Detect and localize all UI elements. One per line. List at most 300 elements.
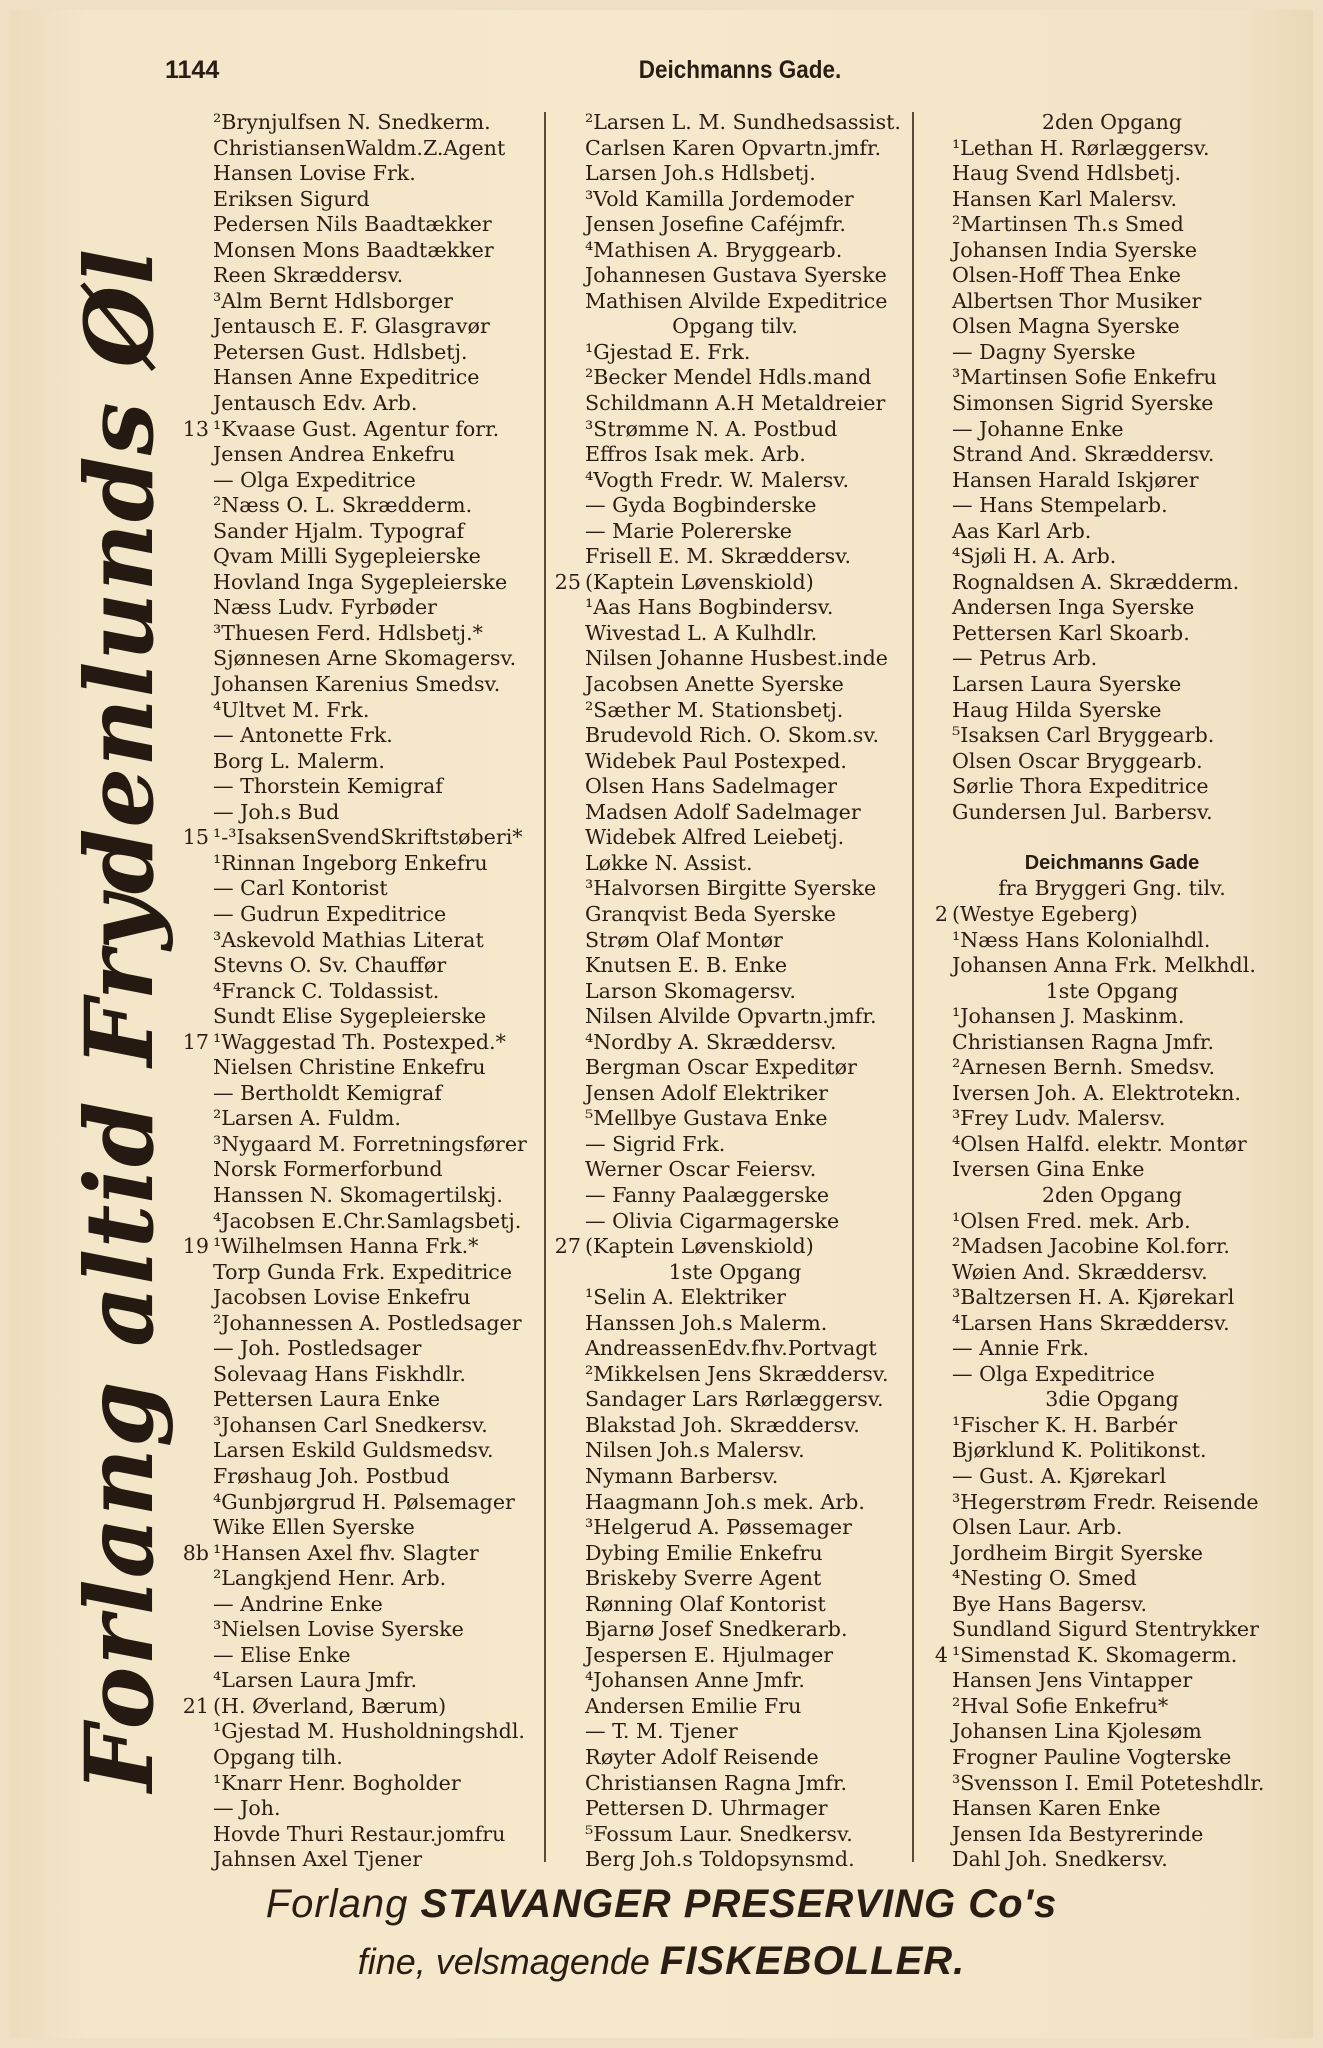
- entry-text: ⁴Larsen Hans Skræddersv.: [952, 1310, 1230, 1335]
- directory-entry: [183, 187, 548, 213]
- entry-text: ¹Lethan H. Rørlæggersv.: [952, 135, 1210, 160]
- directory-entry: [183, 493, 548, 519]
- entry-text: 1ste Opgang: [668, 1259, 802, 1284]
- entry-text: ¹Næss Hans Kolonialhdl.: [952, 927, 1211, 952]
- entry-text: Frøshaug Joh. Postbud: [213, 1463, 450, 1488]
- entry-text: ²Mikkelsen Jens Skræddersv.: [585, 1361, 889, 1386]
- entry-text: Solevaag Hans Fiskhdlr.: [213, 1361, 466, 1386]
- entry-text: ²Langkjend Henr. Arb.: [213, 1566, 447, 1591]
- directory-entry: [183, 570, 548, 596]
- directory-entry: [555, 238, 915, 264]
- entry-text: ³Frey Ludv. Malersv.: [952, 1106, 1166, 1131]
- entry-text: Røyter Adolf Reisende: [585, 1745, 819, 1769]
- page-number: 1144: [165, 56, 220, 84]
- directory-entry: [555, 493, 915, 519]
- directory-entry: [183, 1464, 548, 1490]
- directory-entry: [555, 621, 915, 647]
- entry-text: ²Sæther M. Stationsbetj.: [585, 697, 844, 722]
- entry-text: — Joh. Postledsager: [213, 1336, 422, 1361]
- directory-entry: [555, 1617, 915, 1643]
- entry-text: Olsen Magna Syerske: [952, 314, 1180, 339]
- entry-text: Hansen Anne Expeditrice: [213, 365, 480, 390]
- directory-entry: [922, 1668, 1302, 1694]
- entry-text: fra Bryggeri Gng. tilv.: [998, 876, 1226, 901]
- directory-entry: [183, 1413, 548, 1439]
- entry-text: Olsen-Hoff Thea Enke: [952, 263, 1181, 288]
- entry-text: 3die Opgang: [1045, 1387, 1179, 1412]
- entry-text: Rønning Olaf Kontorist: [585, 1591, 826, 1616]
- directory-entry: [922, 238, 1302, 264]
- directory-entry: [555, 1668, 915, 1694]
- directory-entry: [555, 1081, 915, 1107]
- directory-entry: [922, 1081, 1302, 1107]
- directory-entry: [555, 1822, 915, 1848]
- entry-text: ⁴Jacobsen E.Chr.Samlagsbetj.: [213, 1208, 522, 1233]
- directory-entry: [922, 1106, 1302, 1132]
- directory-entry: [555, 876, 915, 902]
- directory-column-1: [183, 110, 548, 1873]
- house-number: 21: [183, 1693, 209, 1718]
- entry-text: Hansen Karl Malersv.: [952, 186, 1177, 211]
- entry-text: — Elise Enke: [213, 1642, 351, 1667]
- directory-entry: [555, 1311, 915, 1337]
- directory-entry: [183, 1438, 548, 1464]
- entry-text: Opgang tilv.: [672, 314, 798, 339]
- directory-entry: [183, 1234, 548, 1260]
- entry-text: ³Alm Bernt Hdlsborger: [213, 288, 453, 313]
- entry-text: Johansen Karenius Smedsv.: [213, 672, 501, 697]
- entry-text: — Petrus Arb.: [952, 646, 1098, 671]
- entry-text: (Westye Egeberg): [952, 901, 1138, 926]
- directory-entry: [922, 749, 1302, 775]
- directory-entry: [555, 1336, 915, 1362]
- entry-text: ⁴Johansen Anne Jmfr.: [585, 1668, 805, 1693]
- directory-entry: [555, 1643, 915, 1669]
- directory-entry: [555, 1387, 915, 1413]
- directory-entry: [183, 1183, 548, 1209]
- entry-text: ²Larsen A. Fuldm.: [213, 1106, 401, 1131]
- entry-text: ³Thuesen Ferd. Hdlsbetj.*: [213, 620, 483, 645]
- directory-entry: [183, 212, 548, 238]
- directory-column-2: [555, 110, 915, 1873]
- entry-text: Nilsen Johanne Husbest.inde: [585, 646, 888, 671]
- entry-text: Jentausch Edv. Arb.: [213, 391, 418, 416]
- entry-text: Berg Joh.s Toldopsynsmd.: [585, 1847, 855, 1872]
- house-number: 4: [934, 1642, 948, 1667]
- entry-text: ¹Gjestad M. Husholdningshdl.: [213, 1719, 525, 1744]
- entry-text: ¹Rinnan Ingeborg Enkefru: [213, 850, 488, 875]
- entry-text: Sundland Sigurd Stentrykker: [952, 1617, 1259, 1642]
- directory-entry: [922, 442, 1302, 468]
- directory-entry: [183, 1796, 548, 1822]
- directory-entry: [183, 851, 548, 877]
- entry-text: Olsen Hans Sadelmager: [585, 774, 838, 799]
- directory-entry: [183, 1771, 548, 1797]
- entry-text: ³Askevold Mathias Literat: [213, 927, 484, 952]
- entry-text: Eriksen Sigurd: [213, 186, 370, 211]
- directory-entry: [555, 468, 915, 494]
- entry-text: ³Vold Kamilla Jordemoder: [585, 186, 854, 211]
- directory-entry: [555, 1771, 915, 1797]
- entry-text: ¹Hansen Axel fhv. Slagter: [213, 1540, 479, 1565]
- entry-text: ¹Gjestad E. Frk.: [585, 339, 751, 364]
- directory-entry: [183, 876, 548, 902]
- directory-entry: [922, 1617, 1302, 1643]
- entry-text: — Joh.s Bud: [213, 799, 340, 824]
- directory-entry: [183, 1209, 548, 1235]
- entry-text: Larsen Laura Syerske: [952, 672, 1182, 697]
- directory-entry: [555, 698, 915, 724]
- directory-entry: [922, 1694, 1302, 1720]
- directory-entry: [922, 187, 1302, 213]
- directory-entry: [555, 417, 915, 443]
- entry-text: Johannesen Gustava Syerske: [585, 263, 887, 288]
- entry-text: Christiansen Ragna Jmfr.: [585, 1770, 848, 1795]
- entry-text: ²Johannessen A. Postledsager: [213, 1310, 522, 1335]
- side-ad-text: Forlang altid Frydenlunds Øl: [65, 248, 176, 1792]
- subheading: [922, 979, 1302, 1005]
- directory-entry: [922, 340, 1302, 366]
- directory-entry: [922, 1311, 1302, 1337]
- directory-entry: [183, 902, 548, 928]
- entry-text: Rognaldsen A. Skrædderm.: [952, 569, 1240, 594]
- directory-entry: [922, 493, 1302, 519]
- directory-entry: [183, 621, 548, 647]
- directory-entry: [183, 1285, 548, 1311]
- entry-text: Hansen Lovise Frk.: [213, 161, 416, 186]
- entry-text: — Thorstein Kemigraf: [213, 774, 443, 799]
- subheading: [922, 825, 1302, 851]
- subheading: [922, 110, 1302, 136]
- directory-entry: [922, 646, 1302, 672]
- entry-text: Hovde Thuri Restaur.jomfru: [213, 1821, 506, 1846]
- directory-entry: [555, 136, 915, 162]
- directory-entry: [183, 238, 548, 264]
- entry-text: — Joh.: [213, 1796, 281, 1821]
- entry-text: Torp Gunda Frk. Expeditrice: [213, 1259, 513, 1284]
- directory-entry: [555, 723, 915, 749]
- directory-entry: [555, 1719, 915, 1745]
- entry-text: Iversen Joh. A. Elektrotekn.: [952, 1080, 1241, 1105]
- directory-entry: [555, 442, 915, 468]
- entry-text: ⁴Vogth Fredr. W. Malersv.: [585, 467, 850, 492]
- entry-text: Mathisen Alvilde Expeditrice: [585, 288, 888, 313]
- directory-entry: [183, 417, 548, 443]
- directory-entry: [183, 263, 548, 289]
- directory-entry: [555, 1362, 915, 1388]
- house-number: 13: [183, 416, 209, 441]
- entry-text: Pettersen Karl Skoarb.: [952, 620, 1190, 645]
- directory-entry: [183, 1260, 548, 1286]
- directory-entry: [922, 212, 1302, 238]
- bottom-ad-line-1: [0, 1880, 1323, 1928]
- directory-entry: [922, 1464, 1302, 1490]
- entry-text: (H. Øverland, Bærum): [213, 1693, 447, 1718]
- directory-entry: [183, 1566, 548, 1592]
- entry-text: — Gudrun Expeditrice: [213, 901, 447, 926]
- directory-entry: [555, 595, 915, 621]
- directory-entry: [183, 1719, 548, 1745]
- entry-text: (Kaptein Løvenskiold): [585, 569, 814, 594]
- entry-text: — Andrine Enke: [213, 1591, 383, 1616]
- entry-text: ⁴Nesting O. Smed: [952, 1566, 1137, 1591]
- directory-entry: [183, 1157, 548, 1183]
- directory-entry: [555, 161, 915, 187]
- house-number: 8b: [183, 1540, 209, 1565]
- directory-entry: [555, 1541, 915, 1567]
- entry-text: ³Svensson I. Emil Poteteshdlr.: [952, 1770, 1265, 1795]
- ad-prefix: Forlang: [265, 1882, 409, 1926]
- entry-text: Olsen Laur. Arb.: [952, 1515, 1123, 1540]
- entry-text: ³Nygaard M. Forretningsfører: [213, 1131, 527, 1156]
- directory-entry: [183, 442, 548, 468]
- entry-text: ³Hegerstrøm Fredr. Reisende: [952, 1489, 1259, 1514]
- directory-entry: [183, 774, 548, 800]
- entry-text: ¹Selin A. Elektriker: [585, 1285, 787, 1310]
- house-number: 15: [183, 825, 209, 850]
- directory-entry: [922, 1566, 1302, 1592]
- entry-text: ¹Kvaase Gust. Agentur forr.: [213, 416, 500, 441]
- entry-text: Larson Skomagersv.: [585, 978, 796, 1003]
- directory-entry: [183, 1336, 548, 1362]
- section-heading: [922, 851, 1302, 877]
- entry-text: Jordheim Birgit Syerske: [952, 1540, 1203, 1565]
- entry-text: 2den Opgang: [1041, 1182, 1183, 1207]
- directory-entry: [555, 1515, 915, 1541]
- directory-entry: [555, 1234, 915, 1260]
- directory-entry: [555, 851, 915, 877]
- entry-text: — Gyda Bogbinderske: [585, 493, 817, 518]
- entry-text: Granqvist Beda Syerske: [585, 901, 836, 926]
- entry-text: ³Strømme N. A. Postbud: [585, 416, 838, 441]
- entry-text: Hovland Inga Sygepleierske: [213, 569, 508, 594]
- directory-entry: [922, 800, 1302, 826]
- entry-text: ⁴Gunbjørgrud H. Pølsemager: [213, 1489, 515, 1514]
- entry-text: ²Næss O. L. Skrædderm.: [213, 493, 473, 518]
- entry-text: Gundersen Jul. Barbersv.: [952, 799, 1213, 824]
- entry-text: Pettersen Laura Enke: [213, 1387, 441, 1412]
- directory-entry: [922, 1490, 1302, 1516]
- entry-text: Hansen Jens Vintapper: [952, 1668, 1193, 1693]
- entry-text: — Gust. A. Kjørekarl: [952, 1463, 1167, 1488]
- entry-text: Sjønnesen Arne Skomagersv.: [213, 646, 517, 671]
- entry-text: Haagmann Joh.s mek. Arb.: [585, 1489, 865, 1514]
- entry-text: Hanssen N. Skomagertilskj.: [213, 1182, 503, 1207]
- entry-text: Bergman Oscar Expeditør: [585, 1055, 857, 1080]
- directory-entry: [183, 1055, 548, 1081]
- entry-text: ²Martinsen Th.s Smed: [952, 212, 1184, 237]
- entry-text: ¹Fischer K. H. Barbér: [952, 1412, 1178, 1437]
- entry-text: (Kaptein Løvenskiold): [585, 1234, 814, 1259]
- directory-entry: [183, 110, 548, 136]
- directory-entry: [183, 468, 548, 494]
- entry-text: ⁴Mathisen A. Bryggearb.: [585, 237, 843, 262]
- entry-text: ⁵Fossum Laur. Snedkersv.: [585, 1821, 853, 1846]
- directory-entry: [183, 1030, 548, 1056]
- entry-text: Johansen Anna Frk. Melkhdl.: [952, 953, 1256, 978]
- subheading: [555, 314, 915, 340]
- directory-entry: [922, 621, 1302, 647]
- directory-entry: [555, 1157, 915, 1183]
- directory-entry: [183, 646, 548, 672]
- directory-entry: [183, 136, 548, 162]
- entry-text: ¹Johansen J. Maskinm.: [952, 1004, 1185, 1029]
- directory-entry: [555, 340, 915, 366]
- entry-text: Borg L. Malerm.: [213, 748, 385, 773]
- entry-text: Strand And. Skræddersv.: [952, 442, 1215, 467]
- entry-text: Effros Isak mek. Arb.: [585, 442, 806, 467]
- entry-text: Wike Ellen Syerske: [213, 1515, 415, 1540]
- directory-entry: [183, 749, 548, 775]
- entry-text: Jacobsen Anette Syerske: [585, 672, 844, 697]
- directory-entry: [922, 928, 1302, 954]
- entry-text: ²Becker Mendel Hdls.mand: [585, 365, 872, 390]
- entry-text: Sørlie Thora Expeditrice: [952, 774, 1209, 799]
- directory-entry: [555, 953, 915, 979]
- directory-entry: [555, 774, 915, 800]
- directory-entry: [183, 1106, 548, 1132]
- entry-text: Haug Svend Hdlsbetj.: [952, 161, 1182, 186]
- entry-text: Norsk Formerforbund: [213, 1157, 443, 1182]
- directory-entry: [555, 391, 915, 417]
- directory-entry: [922, 672, 1302, 698]
- directory-entry: [922, 1285, 1302, 1311]
- entry-text: Hanssen Joh.s Malerm.: [585, 1310, 828, 1335]
- entry-text: ¹Waggestad Th. Postexped.*: [213, 1029, 506, 1054]
- directory-entry: [555, 1209, 915, 1235]
- subheading: [922, 876, 1302, 902]
- entry-text: Nilsen Joh.s Malersv.: [585, 1438, 805, 1463]
- directory-entry: [555, 902, 915, 928]
- directory-entry: [183, 1694, 548, 1720]
- directory-entry: [555, 1566, 915, 1592]
- directory-entry: [922, 902, 1302, 928]
- entry-text: Opgang tilh.: [213, 1745, 343, 1769]
- entry-text: — Hans Stempelarb.: [952, 493, 1168, 518]
- directory-entry: [555, 749, 915, 775]
- directory-entry: [183, 1004, 548, 1030]
- entry-text: Jensen Josefine Caféjmfr.: [585, 212, 846, 237]
- entry-text: ³Halvorsen Birgitte Syerske: [585, 876, 877, 901]
- entry-text: Dahl Joh. Snedkersv.: [952, 1847, 1168, 1872]
- directory-entry: [922, 314, 1302, 340]
- entry-text: Jensen Ida Bestyrerinde: [952, 1821, 1204, 1846]
- entry-text: Knutsen E. B. Enke: [585, 953, 788, 978]
- entry-text: Andersen Inga Syerske: [952, 595, 1195, 620]
- directory-entry: [555, 1183, 915, 1209]
- directory-entry: [183, 1362, 548, 1388]
- entry-text: ¹Wilhelmsen Hanna Frk.*: [213, 1234, 479, 1259]
- directory-entry: [183, 1541, 548, 1567]
- directory-entry: [555, 1030, 915, 1056]
- directory-entry: [555, 1694, 915, 1720]
- entry-text: Madsen Adolf Sadelmager: [585, 799, 861, 824]
- directory-entry: [555, 263, 915, 289]
- entry-text: — Olivia Cigarmagerske: [585, 1208, 840, 1233]
- directory-entry: [922, 1362, 1302, 1388]
- directory-entry: [183, 1822, 548, 1848]
- entry-text: Briskeby Sverre Agent: [585, 1566, 822, 1591]
- directory-entry: [183, 953, 548, 979]
- entry-text: ³Johansen Carl Snedkersv.: [213, 1412, 488, 1437]
- entry-text: Werner Oscar Feiersv.: [585, 1157, 817, 1182]
- directory-entry: [183, 723, 548, 749]
- entry-text: — Bertholdt Kemigraf: [213, 1080, 442, 1105]
- house-number: 2: [934, 901, 948, 926]
- directory-entry: [922, 723, 1302, 749]
- entry-text: ChristiansenWaldm.Z.Agent: [213, 135, 506, 160]
- directory-entry: [555, 1106, 915, 1132]
- entry-text: ³Helgerud A. Pøssemager: [585, 1515, 852, 1540]
- directory-entry: [555, 1490, 915, 1516]
- directory-entry: [555, 365, 915, 391]
- directory-entry: [555, 1847, 915, 1873]
- entry-text: — Dagny Syerske: [952, 339, 1136, 364]
- entry-text: — T. M. Tjener: [585, 1719, 738, 1744]
- directory-entry: [183, 1745, 548, 1771]
- entry-text: Deichmanns Gade: [1024, 851, 1200, 874]
- directory-entry: [922, 1336, 1302, 1362]
- directory-entry: [555, 1438, 915, 1464]
- entry-text: — Johanne Enke: [952, 416, 1124, 441]
- entry-text: 1ste Opgang: [1045, 978, 1179, 1003]
- directory-column-3: [922, 110, 1302, 1873]
- entry-text: 2den Opgang: [1041, 110, 1183, 134]
- entry-text: Frogner Pauline Vogterske: [952, 1745, 1232, 1769]
- directory-entry: [183, 698, 548, 724]
- entry-text: Sander Hjalm. Typograf: [213, 518, 465, 543]
- entry-text: Carlsen Karen Opvartn.jmfr.: [585, 135, 882, 160]
- directory-entry: [183, 1081, 548, 1107]
- directory-entry: [555, 979, 915, 1005]
- entry-text: Petersen Gust. Hdlsbetj.: [213, 339, 468, 364]
- entry-text: ¹Knarr Henr. Bogholder: [213, 1770, 461, 1795]
- directory-entry: [183, 1490, 548, 1516]
- directory-entry: [922, 289, 1302, 315]
- entry-text: Pedersen Nils Baadtækker: [213, 212, 492, 237]
- entry-text: ⁴Nordby A. Skræddersv.: [585, 1029, 837, 1054]
- entry-text: Wøien And. Skræddersv.: [952, 1259, 1208, 1284]
- bottom-ad-line-2: [0, 1936, 1323, 1987]
- directory-entry: [922, 417, 1302, 443]
- entry-text: ¹Simenstad K. Skomagerm.: [952, 1642, 1238, 1667]
- entry-text: Bjarnø Josef Snedkerarb.: [585, 1617, 848, 1642]
- entry-text: Albertsen Thor Musiker: [952, 288, 1202, 313]
- entry-text: ³Baltzersen H. A. Kjørekarl: [952, 1285, 1235, 1310]
- entry-text: Larsen Joh.s Hdlsbetj.: [585, 161, 816, 186]
- directory-entry: [183, 289, 548, 315]
- entry-text: Stevns O. Sv. Chauffør: [213, 953, 447, 978]
- house-number: 19: [183, 1234, 209, 1259]
- directory-entry: [183, 1132, 548, 1158]
- directory-entry: [922, 1004, 1302, 1030]
- directory-entry: [183, 825, 548, 851]
- subheading: [922, 1183, 1302, 1209]
- directory-entry: [922, 136, 1302, 162]
- directory-entry: [183, 1387, 548, 1413]
- entry-text: ³Nielsen Lovise Syerske: [213, 1617, 464, 1642]
- directory-entry: [555, 110, 915, 136]
- directory-entry: [922, 1541, 1302, 1567]
- entry-text: Johansen India Syerske: [952, 237, 1198, 262]
- entry-text: ³Martinsen Sofie Enkefru: [952, 365, 1217, 390]
- directory-entry: [922, 1157, 1302, 1183]
- directory-entry: [183, 672, 548, 698]
- directory-entry: [555, 1285, 915, 1311]
- entry-text: ¹Olsen Fred. mek. Arb.: [952, 1208, 1191, 1233]
- directory-entry: [922, 1822, 1302, 1848]
- entry-text: Aas Karl Arb.: [952, 518, 1092, 543]
